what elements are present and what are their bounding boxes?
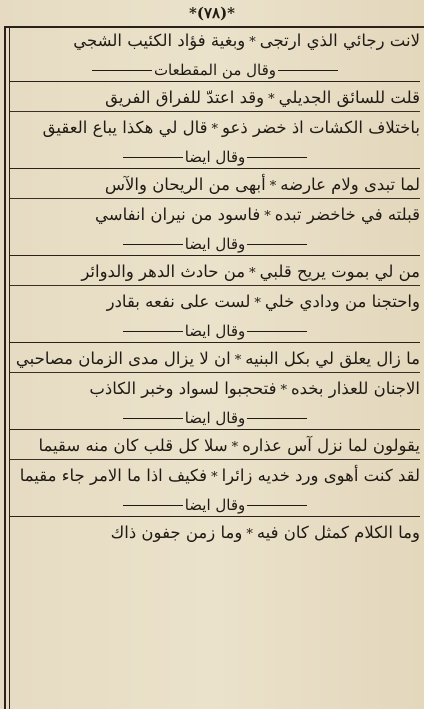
heading-text: وقال ايضا <box>184 495 246 514</box>
verse-line <box>10 28 420 54</box>
page-number: *(٧٨)* <box>188 4 236 22</box>
heading-rule <box>247 331 307 332</box>
verse-line <box>10 85 420 112</box>
verse-line <box>10 346 420 373</box>
hemistich-left: فكيف اذا ما الامر جاء مقيما <box>19 466 208 485</box>
hemistich-right: لما تبدى ولام عارضه <box>280 174 420 194</box>
heading-text: وقال ايضا <box>184 408 246 427</box>
heading-rule <box>123 505 183 506</box>
hemistich-right: لانت رجائي الذي ارتجى <box>259 31 420 50</box>
hemistich-right: يقولون لما نزل آس عذاره <box>242 435 420 455</box>
star-separator-icon: * <box>264 209 271 224</box>
verse-line <box>10 433 420 460</box>
star-separator-icon: * <box>268 91 275 107</box>
verse-line <box>10 172 420 199</box>
verse-line <box>10 520 420 546</box>
hemistich-left: وما زمن جفون ذاك <box>110 522 243 542</box>
star-separator-icon: * <box>249 265 256 281</box>
section-heading <box>10 146 420 169</box>
hemistich-right: باختلاف الكشات اذ خضر ذعو <box>222 118 420 137</box>
star-separator-icon: * <box>211 470 218 485</box>
heading-rule <box>247 157 307 158</box>
hemistich-left: فتحجبوا لسواد وخبر الكاذب <box>89 379 277 398</box>
heading-text: وقال ايضا <box>184 147 246 166</box>
verse-line <box>10 202 420 228</box>
hemistich-right: قبلته في خاخضر تبده <box>274 205 420 224</box>
heading-text: وقال ايضا <box>184 321 246 340</box>
section-heading <box>10 407 420 430</box>
hemistich-right: واحتجنا من ودادي خلي <box>264 292 420 311</box>
star-separator-icon: * <box>234 352 242 368</box>
verse-line <box>10 115 420 141</box>
heading-rule <box>247 244 307 245</box>
hemistich-left: من حادث الدهر والدوائر <box>81 261 246 281</box>
hemistich-left: ان لا يزال مدى الزمان مصاحبي <box>15 348 231 368</box>
section-heading <box>10 320 420 343</box>
heading-rule <box>247 505 307 506</box>
star-separator-icon: * <box>246 526 253 542</box>
heading-rule <box>123 244 183 245</box>
hemistich-right: قلت للسائق الجديلي <box>278 87 420 107</box>
hemistich-left: سلا كل قلب كان منه سقيما <box>38 435 228 455</box>
heading-rule <box>123 157 183 158</box>
hemistich-left: قال لي هكذا يباع العقيق <box>42 118 208 137</box>
hemistich-right: الاجنان للعذار بخده <box>290 379 420 398</box>
verse-line <box>10 463 420 489</box>
hemistich-right: ما زال يعلق لي بكل البنيه <box>245 348 420 368</box>
verse-line <box>10 259 420 286</box>
hemistich-left: وبغية فؤاد الكئيب الشجي <box>73 31 246 50</box>
hemistich-left: فاسود من نيران انفاسي <box>95 205 261 224</box>
section-heading <box>10 59 420 82</box>
heading-text: وقال من المقطعات <box>153 60 277 79</box>
heading-rule <box>247 418 307 419</box>
heading-text: وقال ايضا <box>184 234 246 253</box>
star-separator-icon: * <box>254 296 261 311</box>
star-separator-icon: * <box>211 122 218 137</box>
star-separator-icon: * <box>231 439 239 455</box>
hemistich-left: أبهى من الريحان والآس <box>104 174 266 194</box>
heading-rule <box>92 70 152 71</box>
heading-rule <box>123 331 183 332</box>
verse-line <box>10 289 420 315</box>
hemistich-right: لقد كنت أهوى ورد خديه زائرا <box>221 466 420 485</box>
hemistich-left: لست على نفعه بقادر <box>106 292 251 311</box>
section-heading <box>10 494 420 517</box>
heading-rule <box>123 418 183 419</box>
star-separator-icon: * <box>280 383 287 398</box>
star-separator-icon: * <box>269 178 277 194</box>
verse-line <box>10 376 420 402</box>
hemistich-right: من لي بموت يريح قلبي <box>259 261 420 281</box>
section-heading <box>10 233 420 256</box>
heading-rule <box>278 70 338 71</box>
hemistich-right: وما الكلام كمثل كان فيه <box>256 522 420 542</box>
hemistich-left: وقد اعتدّ للفراق الفريق <box>105 87 265 107</box>
star-separator-icon: * <box>249 35 256 50</box>
